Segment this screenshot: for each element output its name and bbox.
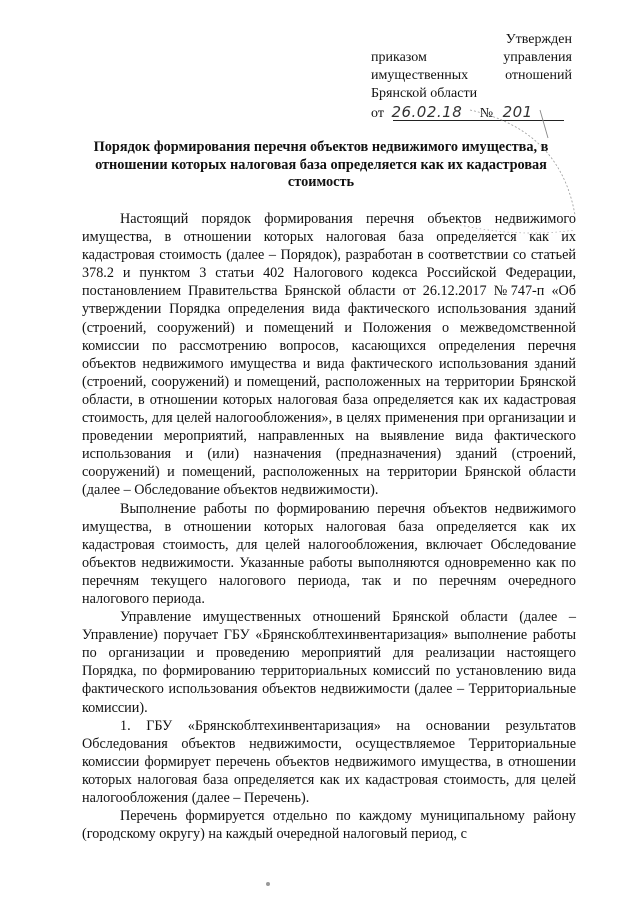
approval-word-department: управления [503, 50, 572, 65]
approval-word-property: имущественных [371, 68, 469, 83]
paragraph-scope: Выполнение работы по формированию перечня объектов недвижимого имущества, в отношении которых налоговая база определяется как их кадастровая стоимость, для целей налогообложения, включает Обследование объектов недвижимости. Указанные работы выполняются одновременно как по перечням текущего налогового периода, так и по перечням очередного налогового периода. [82, 500, 576, 607]
number-sign: № [479, 106, 494, 121]
paragraph-item-1: 1. ГБУ «Брянскоблтехинвентаризация» на основании результатов Обследования объектов недвижимости, осуществляемое Территориальные комиссии формирует перечень объектов недвижимого имущества, в отношении которых налоговая база определяется как их кадастровая стоимость, для целей налогообложения (далее – Перечень). [82, 717, 576, 806]
document-body [82, 210, 576, 843]
approval-word-relations: отношений [505, 68, 572, 83]
approval-line-property [371, 67, 572, 85]
approval-heading: Утвержден [505, 32, 572, 47]
date-prefix: от [371, 106, 384, 121]
handwritten-date: 26.02.18 [391, 103, 463, 121]
signature-underline [393, 120, 564, 121]
page-dot-mark [266, 882, 270, 886]
paragraph-assignment: Управление имущественных отношений Брянской области (далее – Управление) поручает ГБУ «Брянскоблтехинвентаризация» выполнение работы по организации и проведению мероприятий для реализации настоящего Порядка, по формированию территориальных комиссий по установлению вида фактического использования объектов недвижимости (далее – Территориальные комиссии). [82, 609, 576, 716]
document-title: Порядок формирования перечня объектов недвижимого имущества, в отношении которых налоговая база определяется как их кадастровая стоимость [93, 139, 549, 191]
approval-line-order [371, 49, 572, 67]
approval-region: Брянской области [371, 86, 478, 101]
approval-block [371, 31, 572, 123]
approval-word-order: приказом [371, 50, 427, 65]
handwritten-number: 201 [502, 103, 533, 121]
paragraph-intro: Настоящий порядок формирования перечня объектов недвижимого имущества, в отношении которых налоговая база определяется как их кадастровая стоимость (далее – Порядок), разработан в соответствии со статьей 378.2 и пунктом 3 статьи 402 Налогового кодекса Российской Федерации, постановлением Правительства Брянской области от 26.12.2017 №747-п «Об утверждении Порядка определения вида фактического использования зданий (строений, сооружений) и помещений и Положения о межведомственной комиссии по рассмотрению вопросов, касающихся определения перечня объектов недвижимого имущества и вида фактического использования зданий (строений, сооружений) и помещений, расположенных на территории Брянской области, в отношении которых налоговая база определяется как их кадастровая стоимость, для целей налогообложения», в целях применения при организации и проведении мероприятий, направленных на выявление вида фактического использования и (или) назначения (предназначения) зданий (строений, сооружений) и помещений, расположенных на территории Брянской области (далее – Обследование объектов недвижимости). [82, 211, 576, 499]
approval-date-number [371, 103, 572, 123]
paragraph-list-formation: Перечень формируется отдельно по каждому муниципальному району (городскому округу) на каждый очередной налоговый период, с [82, 808, 576, 843]
